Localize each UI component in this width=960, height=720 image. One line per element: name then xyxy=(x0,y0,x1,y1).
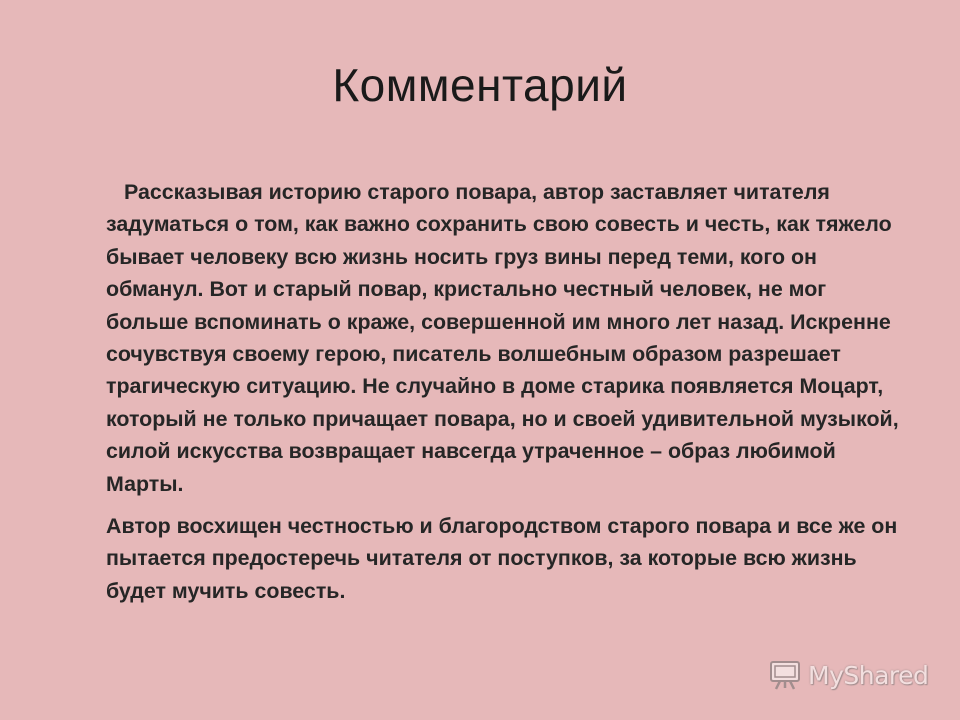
slide-body xyxy=(106,176,906,607)
myshared-watermark xyxy=(768,658,928,692)
presentation-board-icon xyxy=(768,659,802,691)
paragraph-1: Рассказывая историю старого повара, автор заставляет читателя задуматься о том, как важно сохранить свою совесть и честь, как тяжело бывает человеку всю жизнь носить груз вины перед теми, кого он обманул. Вот и старый повар, кристально честный человек, не мог больше вспоминать о краже, совершенной им много лет назад. Искренне сочувствуя своему герою, писатель волшебным образом разрешает трагическую ситуацию. Не случайно в доме старика появляется Моцарт, который не только причащает повара, но и своей удивительной музыкой, силой искусства возвращает навсегда утраченное – образ любимой Марты. xyxy=(106,180,899,496)
watermark-text: MyShared xyxy=(808,660,929,690)
slide-title: Комментарий xyxy=(332,59,628,111)
paragraph-2: Автор восхищен честностью и благородством старого повара и все же он пытается предостеречь читателя от поступков, за которые всю жизнь будет мучить совесть. xyxy=(106,514,898,603)
